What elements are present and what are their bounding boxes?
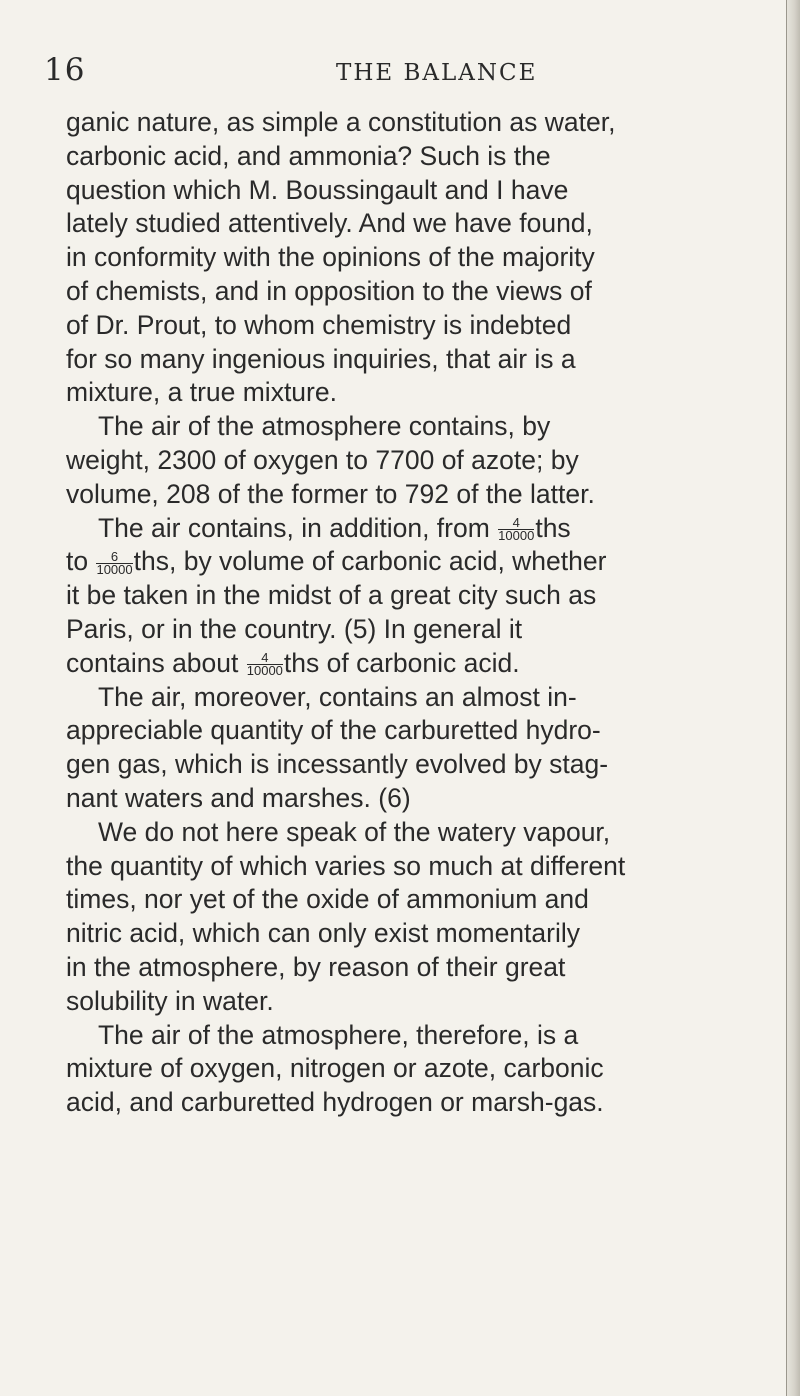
text-line: of Dr. Prout, to whom chemistry is indebted (66, 309, 572, 340)
text-line: The air of the atmosphere contains, by (98, 411, 551, 442)
fraction-denominator: 10000 (246, 663, 283, 679)
text-line: nitric acid, which can only exist momentarily (66, 918, 580, 949)
text-line (66, 647, 782, 681)
fraction (96, 548, 133, 577)
text-line (66, 545, 782, 579)
body-text (66, 106, 782, 1120)
fraction (498, 517, 534, 542)
text-line (66, 512, 782, 546)
text-line: ganic nature, as simple a constitution as water, (66, 107, 616, 137)
text-line: times, nor yet of the oxide of ammonium and (66, 884, 589, 915)
text-line: it be taken in the midst of a great city such as (66, 580, 597, 611)
text-line: mixture, a true mixture. (66, 377, 337, 408)
text-line: question which M. Boussingault and I have (66, 174, 569, 205)
fraction-numerator: 4 (261, 650, 269, 666)
text-line: gen gas, which is incessantly evolved by stag- (66, 749, 609, 780)
text-fragment: The air contains, in addition, from (98, 512, 498, 543)
text-line: of chemists, and in opposition to the views of (66, 275, 592, 306)
page-edge-line (786, 0, 787, 1396)
fraction-denominator: 10000 (96, 561, 133, 577)
fraction-numerator: 6 (110, 548, 119, 564)
text-line: nant waters and marshes. (6) (66, 782, 411, 813)
text-line: carbonic acid, and ammonia? Such is the (66, 140, 551, 171)
text-line: appreciable quantity of the carburetted hydro- (66, 715, 601, 746)
text-line: in conformity with the opinions of the majority (66, 242, 595, 273)
text-line: acid, and carburetted hydrogen or marsh-gas. (66, 1087, 604, 1118)
text-line: The air of the atmosphere, therefore, is a (98, 1019, 579, 1050)
text-line: We do not here speak of the watery vapour, (98, 816, 611, 847)
text-fragment: ths, by volume of carbonic acid, whether (133, 546, 607, 577)
text-line: Paris, or in the country. (5) In general it (66, 613, 523, 644)
text-line: volume, 208 of the former to 792 of the latter. (66, 478, 595, 509)
running-title: THE BALANCE (336, 60, 538, 86)
text-line: lately studied attentively. And we have found, (66, 208, 593, 239)
text-line: the quantity of which varies so much at different (66, 850, 626, 881)
page-number: 16 (44, 52, 86, 88)
text-fragment: to (66, 546, 96, 577)
fraction-denominator: 10000 (498, 528, 535, 544)
page-edge (786, 0, 800, 1396)
text-line: in the atmosphere, by reason of their great (66, 951, 566, 982)
fraction-numerator: 4 (512, 515, 520, 531)
text-fragment: ths (535, 512, 571, 543)
text-line: for so many ingenious inquiries, that air is a (66, 343, 576, 374)
text-line: The air, moreover, contains an almost in- (98, 681, 577, 712)
text-line: solubility in water. (66, 985, 274, 1016)
fraction (247, 652, 283, 677)
text-fragment: ths of carbonic acid. (283, 647, 520, 678)
page-header (0, 52, 800, 92)
text-line: mixture of oxygen, nitrogen or azote, carbonic (66, 1053, 604, 1084)
text-line: weight, 2300 of oxygen to 7700 of azote; by (66, 444, 579, 475)
text-fragment: contains about (66, 647, 246, 678)
